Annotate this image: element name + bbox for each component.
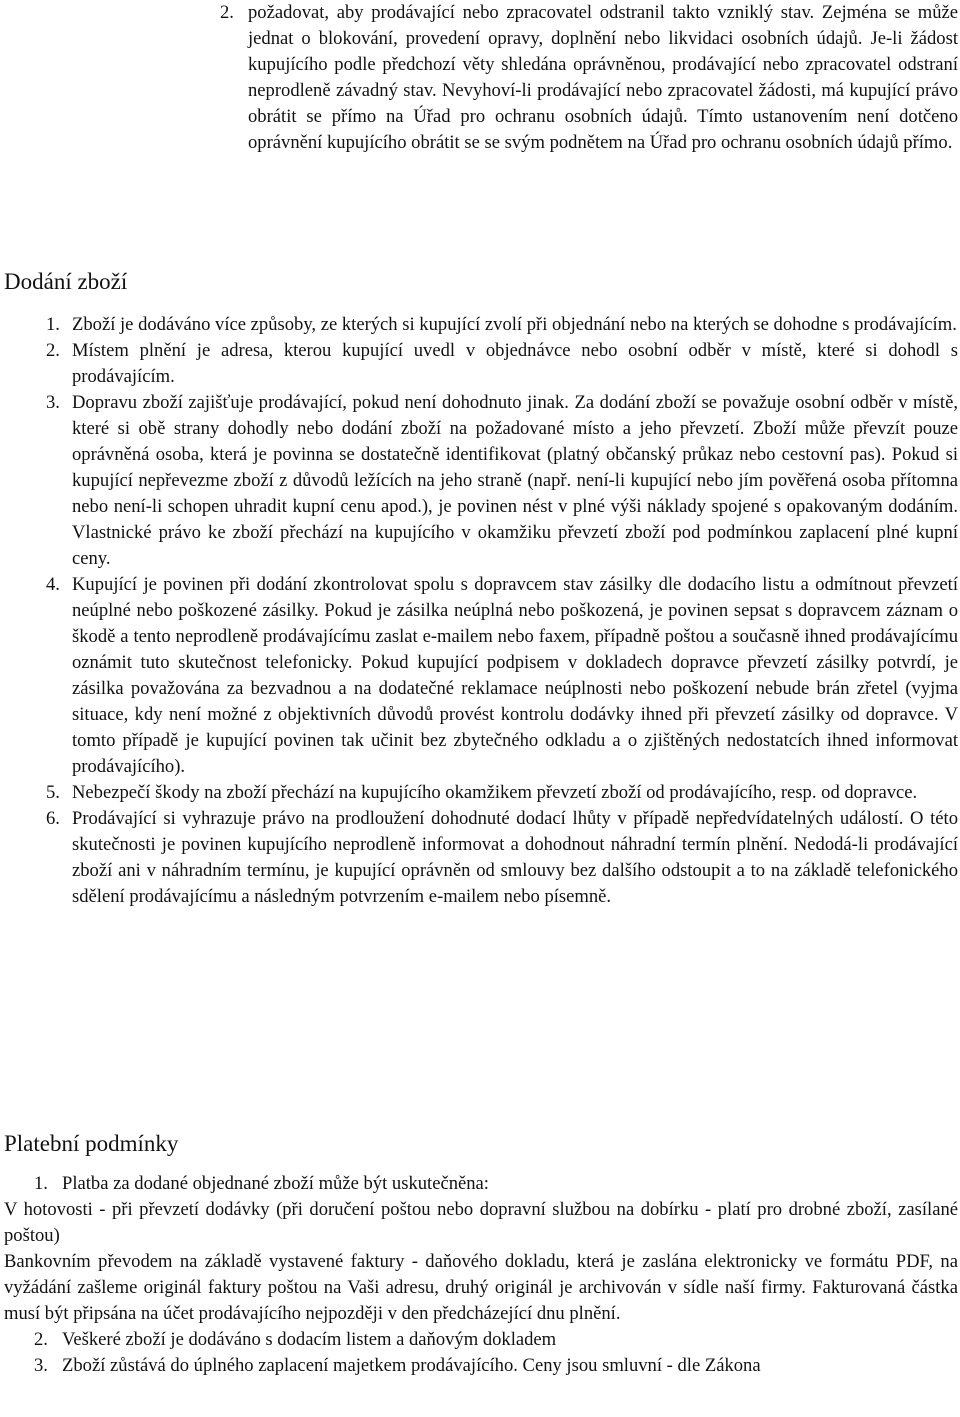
list-number: 2. bbox=[46, 340, 60, 361]
list-item bbox=[0, 312, 960, 338]
list-number: 5. bbox=[46, 782, 60, 803]
list-text: Zboží zůstává do úplného zaplacení majetkem prodávajícího. Ceny jsou smluvní - dle Zákona bbox=[62, 1355, 761, 1376]
list-number: 1. bbox=[34, 1173, 48, 1194]
list-item bbox=[0, 1327, 960, 1353]
list-text: Nebezpečí škody na zboží přechází na kupujícího okamžikem převzetí zboží od prodávajícího, resp. od dopravce. bbox=[72, 782, 918, 803]
list-text: Dopravu zboží zajišťuje prodávající, pokud není dohodnuto jinak. Za dodání zboží se považuje osobní odběr v místě, které si obě strany dohodly nebo dodání zboží na požadované místo a jeho převzetí. Zboží může převzít pouze oprávněná osoba, která je povinna se dostatečně identifikovat (platný občanský průkaz nebo cestovní pas). Pokud si kupující nepřevezme zboží z důvodů ležících na jeho straně (např. není-li kupující nebo jím pověřená osoba přítomna nebo není-li schopen uhradit kupní cenu apod.), je povinen nést v plné výši náklady spojené s opakovaným dodáním. Vlastnické právo ke zboží přechází na kupujícího v okamžiku převzetí zboží pod podmínkou zaplacení plné kupní ceny. bbox=[72, 392, 958, 569]
list-item bbox=[0, 572, 960, 780]
list-text: Kupující je povinen při dodání zkontrolovat spolu s dopravcem stav zásilky dle dodacího listu a odmítnout převzetí neúplné nebo poškozené zásilky. Pokud je zásilka neúplná nebo poškozená, je povinen sepsat s dopravcem záznam o škodě a tento neprodleně prodávajícímu zaslat e-mailem nebo faxem, případně poštou a současně ihned prodávajícímu oznámit tuto skutečnost telefonicky. Pokud kupující podpisem v dokladech dopravce převzetí zásilky potvrdí, je zásilka považována za bezvadnou a na dodatečné reklamace neúplnosti nebo poškození nebude brán zřetel (vyjma situace, kdy není možné z objektivních důvodů provést kontrolu dodávky ihned při převzetí zásilky od dopravce. V tomto případě je kupující povinen tak učinit bez zbytečného odkladu a o zjištěných nedostatcích ihned informovat prodávajícího). bbox=[72, 574, 958, 777]
payment-list bbox=[0, 1171, 960, 1197]
payment-list-continued bbox=[0, 1327, 960, 1379]
list-number: 2. bbox=[34, 1329, 48, 1350]
list-item bbox=[0, 390, 960, 572]
list-text: požadovat, aby prodávající nebo zpracovatel odstranil takto vzniklý stav. Zejména se může jednat o blokování, provedení opravy, doplnění nebo likvidaci osobních údajů. Je-li žádost kupujícího podle předchozí věty shledána oprávněnou, prodávající nebo zpracovatel odstraní neprodleně závadný stav. Nevyhoví-li prodávající nebo zpracovatel žádosti, má kupující právo obrátit se přímo na Úřad pro ochranu osobních údajů. Tímto ustanovením není dotčeno oprávnění kupujícího obrátit se se svým podnětem na Úřad pro ochranu osobních údajů přímo. bbox=[248, 2, 958, 153]
payment-paragraph-cash: V hotovosti - při převzetí dodávky (při doručení poštou nebo dopravní službou na dobírku - platí pro drobné zboží, zasílané poštou) bbox=[4, 1199, 958, 1246]
list-text: Platba za dodané objednané zboží může být uskutečněna: bbox=[62, 1173, 489, 1194]
list-text: Místem plnění je adresa, kterou kupující uvedl v objednávce nebo osobní odběr v místě, které si dohodl s prodávajícím. bbox=[72, 340, 958, 387]
list-number: 4. bbox=[46, 574, 60, 595]
list-number: 6. bbox=[46, 808, 60, 829]
list-text: Zboží je dodáváno více způsoby, ze kterých si kupující zvolí při objednání nebo na kterých se dohodne s prodávajícím. bbox=[72, 314, 957, 335]
payment-section bbox=[0, 1171, 960, 1379]
list-item bbox=[0, 0, 960, 156]
list-text: Prodávající si vyhrazuje právo na prodloužení dohodnuté dodací lhůty v případě nepředvídatelných událostí. O této skutečnosti je povinen kupujícího neprodleně informovat a dohodnout náhradní termín plnění. Nedodá-li prodávající zboží ani v náhradním termínu, je kupující oprávněn od smlouvy bez dalšího odstoupit a to na základě telefonického sdělení prodávajícímu a následným potvrzením e-mailem nebo písemně. bbox=[72, 808, 958, 907]
list-text: Veškeré zboží je dodáváno s dodacím listem a daňovým dokladem bbox=[62, 1329, 557, 1350]
list-item bbox=[0, 1171, 960, 1197]
section-heading-delivery: Dodání zboží bbox=[4, 269, 128, 294]
delivery-list bbox=[0, 312, 960, 910]
section-heading-payment: Platební podmínky bbox=[4, 1131, 179, 1156]
list-item bbox=[0, 806, 960, 910]
list-number: 1. bbox=[46, 314, 60, 335]
list-item bbox=[0, 1353, 960, 1379]
personal-data-list bbox=[0, 0, 960, 156]
list-number: 3. bbox=[34, 1355, 48, 1376]
list-item bbox=[0, 338, 960, 390]
list-number: 2. bbox=[220, 2, 234, 23]
list-item bbox=[0, 780, 960, 806]
payment-paragraph-bank-transfer: Bankovním převodem na základě vystavené faktury - daňového dokladu, která je zaslána elektronicky ve formátu PDF, na vyžádání zašleme originál faktury poštou na Vaši adresu, druhý originál je archivován v sídle naší firmy. Fakturovaná částka musí být připsána na účet prodávajícího nejpozději v den předcházející dnu plnění. bbox=[4, 1251, 958, 1324]
list-number: 3. bbox=[46, 392, 60, 413]
